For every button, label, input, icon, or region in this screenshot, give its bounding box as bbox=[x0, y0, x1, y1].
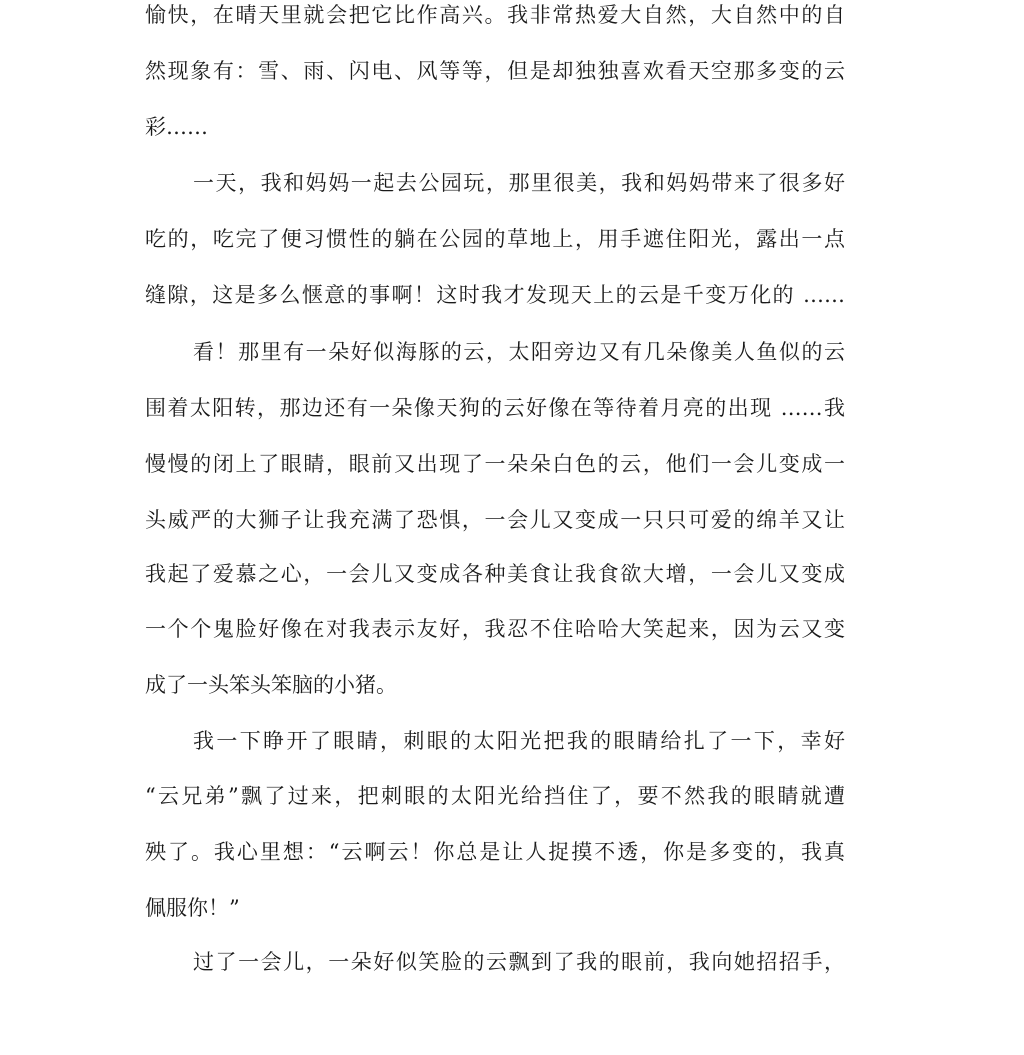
text-line: 吃的，吃完了便习惯性的躺在公园的草地上，用手遮住阳光，露出一点 bbox=[145, 227, 845, 251]
text-line: 过了一会儿，一朵好似笑脸的云飘到了我的眼前，我向她招招手， bbox=[193, 950, 845, 974]
text-line: 殃了。我心里想：“云啊云！你总是让人捉摸不透，你是多变的，我真 bbox=[145, 840, 845, 864]
text-line: 成了一头笨头笨脑的小猪。 bbox=[145, 673, 397, 697]
text-line: 慢慢的闭上了眼睛，眼前又出现了一朵朵白色的云，他们一会儿变成一 bbox=[145, 452, 845, 476]
text-line: 围着太阳转，那边还有一朵像天狗的云好像在等待着月亮的出现 ……我 bbox=[145, 396, 845, 420]
text-line: 缝隙，这是多么惬意的事啊！这时我才发现天上的云是千变万化的 …… bbox=[145, 283, 845, 307]
document-page bbox=[145, 0, 845, 1055]
text-line: 我起了爱慕之心，一会儿又变成各种美食让我食欲大增，一会儿又变成 bbox=[145, 562, 845, 586]
text-line: “云兄弟”飘了过来，把刺眼的太阳光给挡住了，要不然我的眼睛就遭 bbox=[145, 784, 845, 808]
text-line: 我一下睁开了眼睛，刺眼的太阳光把我的眼睛给扎了一下，幸好 bbox=[193, 729, 845, 753]
text-line: 愉快，在晴天里就会把它比作高兴。我非常热爱大自然，大自然中的自 bbox=[145, 3, 845, 27]
text-line: 头威严的大狮子让我充满了恐惧，一会儿又变成一只只可爱的绵羊又让 bbox=[145, 508, 845, 532]
text-line: 一天，我和妈妈一起去公园玩，那里很美，我和妈妈带来了很多好 bbox=[193, 171, 845, 195]
text-line: 然现象有：雪、雨、闪电、风等等，但是却独独喜欢看天空那多变的云 bbox=[145, 59, 845, 83]
text-line: 看！那里有一朵好似海豚的云，太阳旁边又有几朵像美人鱼似的云 bbox=[193, 340, 845, 364]
text-line: 佩服你！” bbox=[145, 896, 240, 920]
text-line: 彩…… bbox=[145, 115, 208, 139]
text-line: 一个个鬼脸好像在对我表示友好，我忍不住哈哈大笑起来，因为云又变 bbox=[145, 617, 845, 641]
